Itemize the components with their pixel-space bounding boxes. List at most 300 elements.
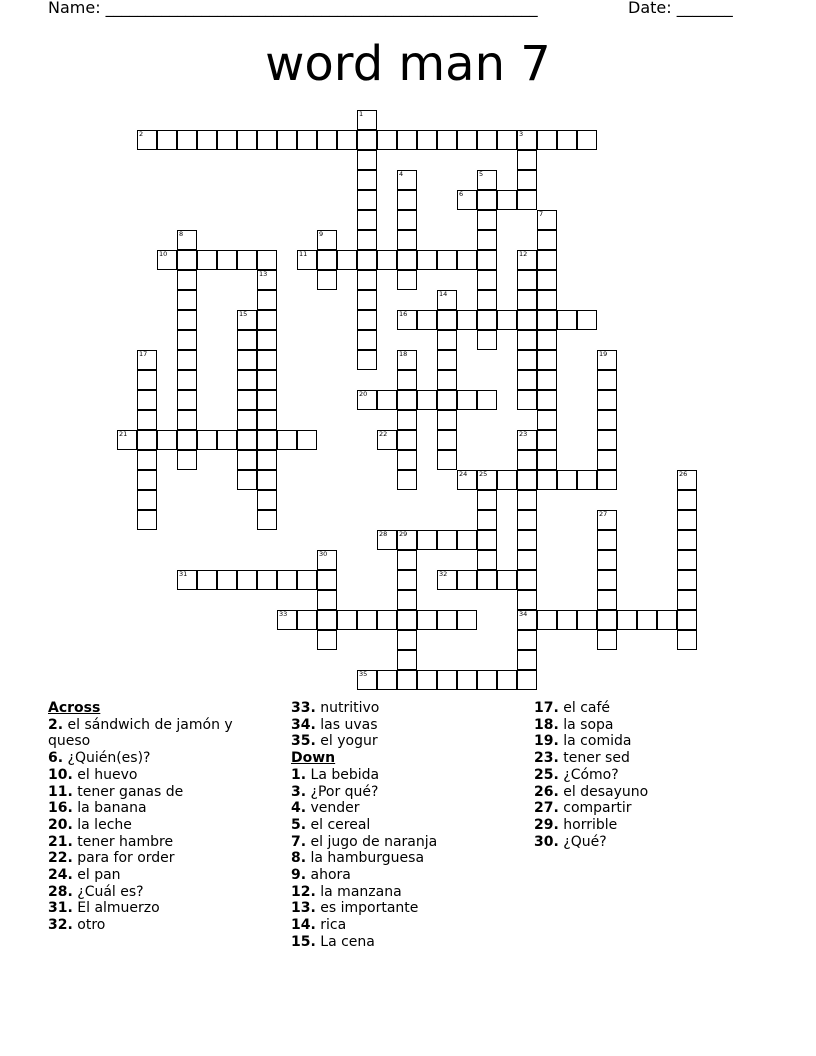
crossword-cell[interactable] bbox=[257, 310, 277, 330]
crossword-cell[interactable] bbox=[677, 490, 697, 510]
crossword-cell[interactable] bbox=[357, 330, 377, 350]
page-title: word man 7 bbox=[265, 36, 551, 92]
clue-item bbox=[534, 817, 764, 834]
crossword-cell[interactable] bbox=[477, 510, 497, 530]
crossword-cell[interactable] bbox=[397, 470, 417, 490]
crossword-cell[interactable] bbox=[357, 170, 377, 190]
crossword-cell[interactable] bbox=[517, 390, 537, 410]
crossword-cell[interactable] bbox=[537, 430, 557, 450]
crossword-cell[interactable] bbox=[637, 610, 657, 630]
crossword-cell[interactable] bbox=[497, 310, 517, 330]
crossword-cell[interactable] bbox=[617, 610, 637, 630]
crossword-cell[interactable] bbox=[437, 530, 457, 550]
crossword-cell[interactable] bbox=[117, 430, 137, 450]
crossword-cell[interactable] bbox=[357, 150, 377, 170]
crossword-cell[interactable] bbox=[597, 610, 617, 630]
crossword-cell[interactable] bbox=[437, 410, 457, 430]
clue-item bbox=[534, 784, 764, 801]
crossword-cell[interactable] bbox=[437, 450, 457, 470]
crossword-cell[interactable] bbox=[137, 350, 157, 370]
crossword-cell[interactable] bbox=[537, 130, 557, 150]
crossword-cell[interactable] bbox=[457, 670, 477, 690]
clue-item-text: ¿Qué? bbox=[563, 833, 607, 850]
across-clue-list bbox=[48, 717, 278, 934]
crossword-cell[interactable] bbox=[157, 250, 177, 270]
crossword-cell[interactable] bbox=[597, 350, 617, 370]
crossword-cell[interactable] bbox=[677, 590, 697, 610]
crossword-cell[interactable] bbox=[537, 270, 557, 290]
crossword-cell[interactable] bbox=[397, 430, 417, 450]
clue-item-text: El almuerzo bbox=[77, 900, 160, 917]
crossword-cell[interactable] bbox=[517, 270, 537, 290]
crossword-cell[interactable] bbox=[517, 530, 537, 550]
crossword-cell[interactable] bbox=[597, 550, 617, 570]
crossword-cell[interactable] bbox=[137, 430, 157, 450]
crossword-cell[interactable] bbox=[657, 610, 677, 630]
crossword-cell[interactable] bbox=[477, 270, 497, 290]
crossword-cell[interactable] bbox=[257, 430, 277, 450]
crossword-cell[interactable] bbox=[377, 430, 397, 450]
crossword-cell[interactable] bbox=[517, 350, 537, 370]
crossword-cell[interactable] bbox=[577, 610, 597, 630]
crossword-cell[interactable] bbox=[237, 350, 257, 370]
crossword-cell[interactable] bbox=[517, 630, 537, 650]
crossword-cell[interactable] bbox=[177, 570, 197, 590]
crossword-cell[interactable] bbox=[137, 410, 157, 430]
crossword-cell[interactable] bbox=[517, 590, 537, 610]
crossword-cell[interactable] bbox=[537, 350, 557, 370]
clue-item bbox=[291, 817, 521, 834]
crossword-cell[interactable] bbox=[457, 610, 477, 630]
crossword-cell[interactable] bbox=[157, 430, 177, 450]
crossword-cell[interactable] bbox=[497, 470, 517, 490]
crossword-cell[interactable] bbox=[457, 130, 477, 150]
crossword-cell[interactable] bbox=[277, 130, 297, 150]
across-heading: Across bbox=[48, 700, 101, 716]
clue-item-text: el jugo de naranja bbox=[310, 833, 438, 850]
crossword-cell[interactable] bbox=[317, 550, 337, 570]
crossword-cell[interactable] bbox=[357, 210, 377, 230]
crossword-cell[interactable] bbox=[437, 350, 457, 370]
crossword-cell[interactable] bbox=[677, 510, 697, 530]
crossword-cell[interactable] bbox=[577, 470, 597, 490]
crossword-cell[interactable] bbox=[437, 310, 457, 330]
crossword-cell[interactable] bbox=[397, 610, 417, 630]
crossword-cell[interactable] bbox=[377, 530, 397, 550]
crossword-cell[interactable] bbox=[457, 190, 477, 210]
crossword-cell[interactable] bbox=[517, 310, 537, 330]
crossword-cell[interactable] bbox=[677, 630, 697, 650]
crossword-cell[interactable] bbox=[257, 510, 277, 530]
crossword-cell[interactable] bbox=[377, 610, 397, 630]
crossword-cell[interactable] bbox=[537, 250, 557, 270]
crossword-cell[interactable] bbox=[377, 670, 397, 690]
crossword-cell[interactable] bbox=[577, 130, 597, 150]
crossword-cell[interactable] bbox=[577, 310, 597, 330]
clue-item-number: 14. bbox=[291, 917, 316, 934]
crossword-cell[interactable] bbox=[257, 250, 277, 270]
crossword-cell[interactable] bbox=[277, 430, 297, 450]
clue-item-text: ¿Cómo? bbox=[563, 766, 619, 783]
crossword-cell[interactable] bbox=[257, 490, 277, 510]
crossword-cell[interactable] bbox=[177, 350, 197, 370]
crossword-cell[interactable] bbox=[157, 130, 177, 150]
crossword-cell[interactable] bbox=[517, 610, 537, 630]
crossword-cell[interactable] bbox=[497, 670, 517, 690]
crossword-cell[interactable] bbox=[317, 630, 337, 650]
clue-item-text: el desayuno bbox=[563, 783, 649, 800]
crossword-cell[interactable] bbox=[357, 190, 377, 210]
crossword-cell[interactable] bbox=[297, 570, 317, 590]
crossword-cell[interactable] bbox=[437, 570, 457, 590]
crossword-cell[interactable] bbox=[317, 250, 337, 270]
crossword-cell[interactable] bbox=[197, 250, 217, 270]
crossword-cell[interactable] bbox=[477, 390, 497, 410]
crossword-cell[interactable] bbox=[517, 290, 537, 310]
crossword-cell[interactable] bbox=[357, 230, 377, 250]
clue-number: 35 bbox=[359, 670, 368, 678]
crossword-cell[interactable] bbox=[517, 550, 537, 570]
crossword-cell[interactable] bbox=[517, 670, 537, 690]
crossword-cell[interactable] bbox=[217, 570, 237, 590]
crossword-cell[interactable] bbox=[357, 110, 377, 130]
crossword-cell[interactable] bbox=[477, 330, 497, 350]
crossword-cell[interactable] bbox=[517, 650, 537, 670]
crossword-cell[interactable] bbox=[557, 610, 577, 630]
crossword-cell[interactable] bbox=[377, 390, 397, 410]
crossword-cell[interactable] bbox=[457, 390, 477, 410]
crossword-cell[interactable] bbox=[137, 130, 157, 150]
crossword-cell[interactable] bbox=[537, 610, 557, 630]
crossword-cell[interactable] bbox=[337, 250, 357, 270]
crossword-cell[interactable] bbox=[497, 130, 517, 150]
clue-item-number: 9. bbox=[291, 867, 307, 884]
crossword-cell[interactable] bbox=[357, 350, 377, 370]
crossword-cell[interactable] bbox=[237, 470, 257, 490]
crossword-cell[interactable] bbox=[457, 530, 477, 550]
crossword-cell[interactable] bbox=[177, 250, 197, 270]
crossword-cell[interactable] bbox=[177, 450, 197, 470]
crossword-cell[interactable] bbox=[417, 530, 437, 550]
crossword-cell[interactable] bbox=[257, 450, 277, 470]
clue-item-text: otro bbox=[77, 917, 106, 934]
crossword-cell[interactable] bbox=[397, 270, 417, 290]
crossword-cell[interactable] bbox=[237, 330, 257, 350]
crossword-cell[interactable] bbox=[317, 610, 337, 630]
crossword-cell[interactable] bbox=[357, 310, 377, 330]
crossword-cell[interactable] bbox=[397, 230, 417, 250]
crossword-cell[interactable] bbox=[517, 490, 537, 510]
crossword-cell[interactable] bbox=[137, 510, 157, 530]
crossword-cell[interactable] bbox=[397, 450, 417, 470]
crossword-cell[interactable] bbox=[517, 450, 537, 470]
crossword-cell[interactable] bbox=[377, 250, 397, 270]
clue-number: 13 bbox=[259, 270, 268, 278]
crossword-cell[interactable] bbox=[277, 610, 297, 630]
crossword-cell[interactable] bbox=[237, 570, 257, 590]
clue-item-number: 10. bbox=[48, 766, 73, 783]
crossword-cell[interactable] bbox=[677, 470, 697, 490]
crossword-cell[interactable] bbox=[597, 390, 617, 410]
crossword-cell[interactable] bbox=[477, 170, 497, 190]
crossword-cell[interactable] bbox=[397, 410, 417, 430]
crossword-cell[interactable] bbox=[237, 370, 257, 390]
crossword-cell[interactable] bbox=[537, 310, 557, 330]
crossword-cell[interactable] bbox=[257, 290, 277, 310]
clue-item bbox=[48, 767, 278, 784]
crossword-cell[interactable] bbox=[317, 130, 337, 150]
crossword-cell[interactable] bbox=[357, 390, 377, 410]
crossword-cell[interactable] bbox=[397, 670, 417, 690]
clue-number: 31 bbox=[179, 570, 188, 578]
crossword-cell[interactable] bbox=[397, 550, 417, 570]
crossword-cell[interactable] bbox=[197, 430, 217, 450]
crossword-cell[interactable] bbox=[537, 290, 557, 310]
crossword-cell[interactable] bbox=[397, 530, 417, 550]
crossword-cell[interactable] bbox=[437, 130, 457, 150]
crossword-cell[interactable] bbox=[537, 470, 557, 490]
clue-item bbox=[291, 767, 521, 784]
crossword-cell[interactable] bbox=[397, 190, 417, 210]
crossword-cell[interactable] bbox=[217, 250, 237, 270]
crossword-cell[interactable] bbox=[597, 410, 617, 430]
name-line: Name: ______________________________________________________ bbox=[48, 0, 538, 17]
crossword-cell[interactable] bbox=[277, 570, 297, 590]
crossword-cell[interactable] bbox=[397, 590, 417, 610]
crossword-cell[interactable] bbox=[437, 390, 457, 410]
clue-item-number: 26. bbox=[534, 783, 559, 800]
crossword-cell[interactable] bbox=[397, 370, 417, 390]
crossword-cell[interactable] bbox=[477, 570, 497, 590]
crossword-cell[interactable] bbox=[437, 670, 457, 690]
crossword-cell[interactable] bbox=[477, 230, 497, 250]
crossword-cell[interactable] bbox=[237, 430, 257, 450]
crossword-cell[interactable] bbox=[437, 610, 457, 630]
crossword-cell[interactable] bbox=[357, 130, 377, 150]
crossword-cell[interactable] bbox=[537, 410, 557, 430]
crossword-cell[interactable] bbox=[397, 130, 417, 150]
crossword-cell[interactable] bbox=[437, 430, 457, 450]
crossword-cell[interactable] bbox=[357, 670, 377, 690]
crossword-cell[interactable] bbox=[437, 330, 457, 350]
crossword-cell[interactable] bbox=[257, 350, 277, 370]
crossword-cell[interactable] bbox=[417, 670, 437, 690]
crossword-cell[interactable] bbox=[337, 130, 357, 150]
crossword-cell[interactable] bbox=[477, 130, 497, 150]
clue-item-text: tener ganas de bbox=[77, 783, 184, 800]
crossword-cell[interactable] bbox=[237, 410, 257, 430]
crossword-cell[interactable] bbox=[297, 430, 317, 450]
crossword-cell[interactable] bbox=[537, 230, 557, 250]
crossword-cell[interactable] bbox=[137, 370, 157, 390]
crossword-cell[interactable] bbox=[217, 430, 237, 450]
crossword-cell[interactable] bbox=[457, 310, 477, 330]
crossword-cell[interactable] bbox=[257, 570, 277, 590]
crossword-cell[interactable] bbox=[137, 450, 157, 470]
crossword-cell[interactable] bbox=[477, 470, 497, 490]
crossword-cell[interactable] bbox=[377, 130, 397, 150]
crossword-cell[interactable] bbox=[137, 390, 157, 410]
crossword-cell[interactable] bbox=[477, 190, 497, 210]
crossword-cell[interactable] bbox=[317, 270, 337, 290]
crossword-cell[interactable] bbox=[497, 190, 517, 210]
crossword-cell[interactable] bbox=[457, 250, 477, 270]
crossword-cell[interactable] bbox=[517, 510, 537, 530]
crossword-cell[interactable] bbox=[397, 210, 417, 230]
clue-item-text: ¿Quién(es)? bbox=[67, 750, 151, 767]
crossword-cell[interactable] bbox=[397, 350, 417, 370]
crossword-cell[interactable] bbox=[257, 410, 277, 430]
crossword-cell[interactable] bbox=[297, 130, 317, 150]
crossword-cell[interactable] bbox=[517, 430, 537, 450]
crossword-cell[interactable] bbox=[417, 390, 437, 410]
crossword-cell[interactable] bbox=[517, 370, 537, 390]
crossword-cell[interactable] bbox=[597, 450, 617, 470]
crossword-cell[interactable] bbox=[197, 130, 217, 150]
crossword-cell[interactable] bbox=[477, 290, 497, 310]
crossword-cell[interactable] bbox=[177, 370, 197, 390]
clue-item-number: 21. bbox=[48, 833, 73, 850]
crossword-cell[interactable] bbox=[437, 290, 457, 310]
crossword-cell[interactable] bbox=[177, 270, 197, 290]
crossword-cell[interactable] bbox=[537, 390, 557, 410]
clue-item-number: 19. bbox=[534, 733, 559, 750]
crossword-cell[interactable] bbox=[437, 370, 457, 390]
clue-number: 24 bbox=[459, 470, 468, 478]
crossword-cell[interactable] bbox=[357, 270, 377, 290]
crossword-cell[interactable] bbox=[297, 250, 317, 270]
crossword-cell[interactable] bbox=[537, 210, 557, 230]
crossword-cell[interactable] bbox=[397, 570, 417, 590]
crossword-cell[interactable] bbox=[357, 290, 377, 310]
crossword-cell[interactable] bbox=[397, 310, 417, 330]
crossword-cell[interactable] bbox=[517, 130, 537, 150]
crossword-cell[interactable] bbox=[237, 450, 257, 470]
crossword-cell[interactable] bbox=[397, 170, 417, 190]
crossword-cell[interactable] bbox=[177, 330, 197, 350]
clue-item bbox=[534, 700, 764, 717]
crossword-cell[interactable] bbox=[477, 550, 497, 570]
crossword-cell[interactable] bbox=[677, 570, 697, 590]
crossword-cell[interactable] bbox=[597, 570, 617, 590]
crossword-cell[interactable] bbox=[317, 570, 337, 590]
crossword-cell[interactable] bbox=[517, 330, 537, 350]
clue-item-number: 3. bbox=[291, 783, 307, 800]
crossword-cell[interactable] bbox=[677, 550, 697, 570]
crossword-cell[interactable] bbox=[477, 490, 497, 510]
crossword-cell[interactable] bbox=[177, 410, 197, 430]
crossword-cell[interactable] bbox=[257, 470, 277, 490]
crossword-cell[interactable] bbox=[597, 430, 617, 450]
crossword-cell[interactable] bbox=[137, 470, 157, 490]
clue-item-number: 28. bbox=[48, 883, 73, 900]
crossword-cell[interactable] bbox=[677, 610, 697, 630]
crossword-cell[interactable] bbox=[517, 150, 537, 170]
crossword-cell[interactable] bbox=[417, 610, 437, 630]
crossword-cell[interactable] bbox=[597, 590, 617, 610]
crossword-cell[interactable] bbox=[517, 190, 537, 210]
crossword-cell[interactable] bbox=[237, 250, 257, 270]
crossword-cell[interactable] bbox=[177, 290, 197, 310]
clue-item-text: vender bbox=[310, 800, 360, 817]
crossword-cell[interactable] bbox=[457, 470, 477, 490]
crossword-cell[interactable] bbox=[477, 250, 497, 270]
crossword-cell[interactable] bbox=[257, 330, 277, 350]
crossword-cell[interactable] bbox=[597, 510, 617, 530]
crossword-cell[interactable] bbox=[597, 470, 617, 490]
crossword-cell[interactable] bbox=[257, 130, 277, 150]
crossword-cell[interactable] bbox=[417, 130, 437, 150]
crossword-cell[interactable] bbox=[397, 650, 417, 670]
crossword-cell[interactable] bbox=[197, 570, 217, 590]
crossword-cell[interactable] bbox=[537, 450, 557, 470]
crossword-cell[interactable] bbox=[357, 250, 377, 270]
crossword-cell[interactable] bbox=[237, 390, 257, 410]
crossword-cell[interactable] bbox=[597, 530, 617, 550]
crossword-cell[interactable] bbox=[177, 390, 197, 410]
crossword-cell[interactable] bbox=[477, 310, 497, 330]
crossword-cell[interactable] bbox=[537, 330, 557, 350]
crossword-cell[interactable] bbox=[597, 630, 617, 650]
clue-number: 15 bbox=[239, 310, 248, 318]
crossword-cell[interactable] bbox=[417, 310, 437, 330]
crossword-cell[interactable] bbox=[517, 570, 537, 590]
clue-number: 26 bbox=[679, 470, 688, 478]
crossword-cell[interactable] bbox=[397, 390, 417, 410]
crossword-cell[interactable] bbox=[357, 610, 377, 630]
crossword-cell[interactable] bbox=[417, 250, 437, 270]
crossword-cell[interactable] bbox=[177, 310, 197, 330]
crossword-cell[interactable] bbox=[557, 130, 577, 150]
crossword-cell[interactable] bbox=[517, 170, 537, 190]
crossword-cell[interactable] bbox=[177, 230, 197, 250]
crossword-cell[interactable] bbox=[477, 530, 497, 550]
crossword-cell[interactable] bbox=[557, 310, 577, 330]
crossword-cell[interactable] bbox=[597, 370, 617, 390]
crossword-cell[interactable] bbox=[397, 630, 417, 650]
crossword-cell[interactable] bbox=[497, 570, 517, 590]
crossword-cell[interactable] bbox=[477, 670, 497, 690]
crossword-cell[interactable] bbox=[257, 370, 277, 390]
crossword-cell[interactable] bbox=[517, 250, 537, 270]
clue-item-text: la comida bbox=[563, 733, 632, 750]
crossword-cell[interactable] bbox=[437, 250, 457, 270]
crossword-cell[interactable] bbox=[557, 470, 577, 490]
crossword-cell[interactable] bbox=[257, 390, 277, 410]
crossword-cell[interactable] bbox=[477, 210, 497, 230]
clue-item-number: 25. bbox=[534, 766, 559, 783]
clue-number: 9 bbox=[319, 230, 324, 238]
crossword-cell[interactable] bbox=[297, 610, 317, 630]
crossword-cell[interactable] bbox=[237, 130, 257, 150]
crossword-cell[interactable] bbox=[537, 370, 557, 390]
clue-item-text: la banana bbox=[77, 800, 147, 817]
clue-item-text: el cereal bbox=[310, 816, 371, 833]
crossword-cell[interactable] bbox=[457, 570, 477, 590]
crossword-cell[interactable] bbox=[217, 130, 237, 150]
crossword-cell[interactable] bbox=[137, 490, 157, 510]
crossword-cell[interactable] bbox=[257, 270, 277, 290]
crossword-cell[interactable] bbox=[177, 430, 197, 450]
crossword-cell[interactable] bbox=[177, 130, 197, 150]
crossword-cell[interactable] bbox=[317, 230, 337, 250]
crossword-cell[interactable] bbox=[317, 590, 337, 610]
crossword-cell[interactable] bbox=[337, 610, 357, 630]
crossword-cell[interactable] bbox=[397, 250, 417, 270]
crossword-cell[interactable] bbox=[237, 310, 257, 330]
crossword-cell[interactable] bbox=[517, 470, 537, 490]
crossword-cell[interactable] bbox=[677, 530, 697, 550]
